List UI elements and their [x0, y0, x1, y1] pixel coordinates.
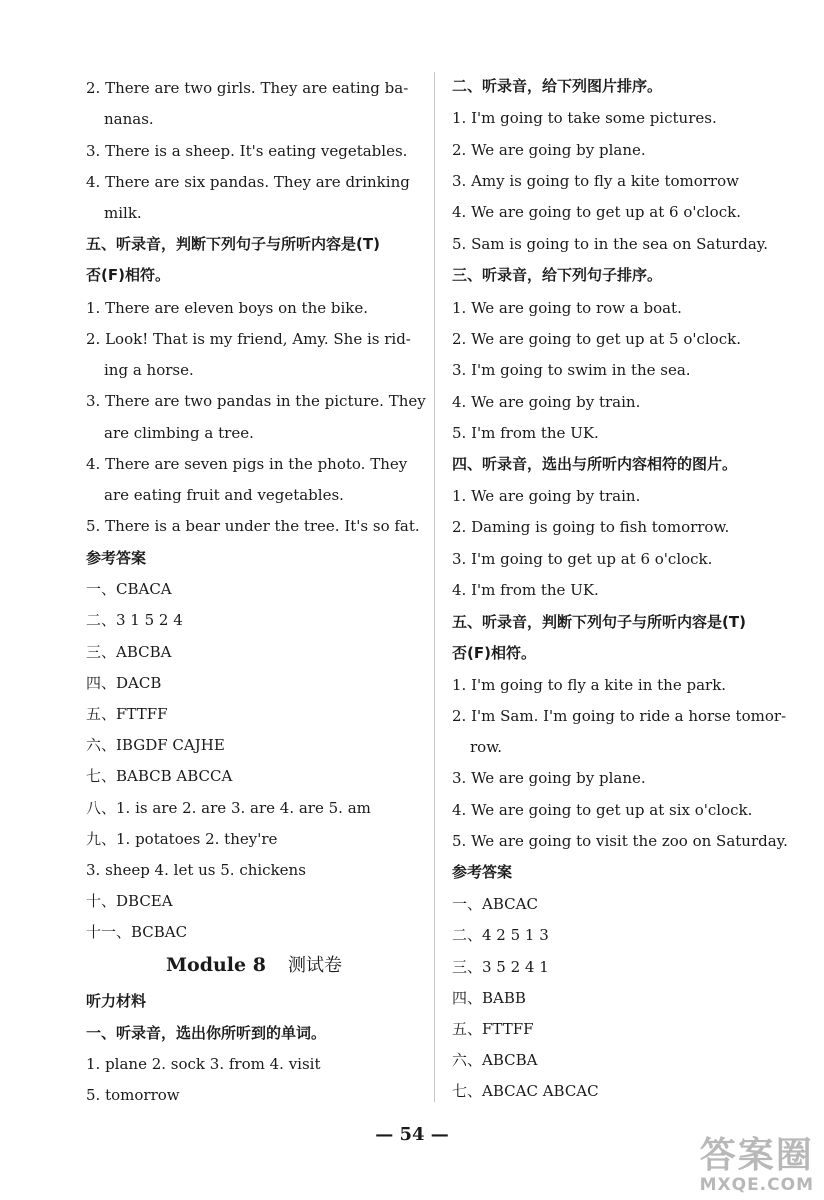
section-heading: 五、听录音，判断下列句子与所听内容是(T) — [452, 613, 746, 631]
text-line: 4. There are seven pigs in the photo. They — [86, 455, 408, 473]
module-title-cn: 测试卷 — [287, 955, 342, 976]
text-line: 2. We are going to get up at 5 o'clock. — [452, 330, 741, 348]
text-line: milk. — [104, 204, 142, 222]
watermark-url: MXQE.COM — [699, 1175, 814, 1195]
answer-line: 五、FTTFF — [86, 705, 168, 723]
text-line: 2. Daming is going to fish tomorrow. — [452, 518, 730, 536]
answer-line: 七、ABCAC ABCAC — [452, 1082, 599, 1100]
section-heading: 否(F)相符。 — [452, 644, 536, 662]
text-line: 3. There is a sheep. It's eating vegetables. — [86, 142, 408, 160]
text-line: 3. We are going by plane. — [452, 769, 646, 787]
watermark-text: 答案圈 — [699, 1135, 814, 1176]
watermark-logo — [700, 1136, 814, 1194]
text-line: 1. There are eleven boys on the bike. — [86, 299, 369, 317]
answer-line: 十一、BCBAC — [86, 923, 188, 941]
page-number: — 54 — — [375, 1124, 449, 1145]
text-line: nanas. — [104, 110, 154, 128]
answer-line: 四、BABB — [452, 989, 526, 1007]
answer-line: 一、ABCAC — [452, 895, 538, 913]
answer-line: 五、FTTFF — [452, 1020, 534, 1038]
text-line: 2. We are going by plane. — [452, 141, 646, 159]
module-title-en: Module 8 — [166, 954, 266, 976]
answer-line: 九、1. potatoes 2. they're — [86, 830, 278, 848]
text-line: 5. There is a bear under the tree. It's so fat. — [86, 517, 420, 535]
section-heading: 否(F)相符。 — [86, 266, 170, 284]
text-line: 3. Amy is going to fly a kite tomorrow — [452, 172, 739, 190]
answer-line: 四、DACB — [86, 674, 162, 692]
answer-line: 三、ABCBA — [86, 643, 172, 661]
text-line: 5. I'm from the UK. — [452, 424, 599, 442]
text-line: 2. I'm Sam. I'm going to ride a horse tomor- — [452, 707, 787, 725]
text-line: 4. There are six pandas. They are drinking — [86, 173, 410, 191]
text-line: 4. We are going to get up at six o'clock. — [452, 801, 753, 819]
text-line: ing a horse. — [104, 361, 194, 379]
section-heading: 三、听录音，给下列句子排序。 — [452, 266, 663, 284]
text-line: 1. We are going by train. — [452, 487, 641, 505]
text-line: 5. tomorrow — [86, 1086, 180, 1104]
text-line: 4. I'm from the UK. — [452, 581, 599, 599]
section-heading: 一、听录音，选出你所听到的单词。 — [86, 1024, 327, 1042]
answer-line: 八、1. is are 2. are 3. are 4. are 5. am — [86, 799, 371, 817]
answer-line: 六、ABCBA — [452, 1051, 538, 1069]
answer-line: 一、CBACA — [86, 580, 172, 598]
section-heading: 四、听录音，选出与所听内容相符的图片。 — [452, 455, 738, 473]
text-line: are climbing a tree. — [104, 424, 254, 442]
text-line: 3. I'm going to swim in the sea. — [452, 361, 691, 379]
text-line: row. — [470, 738, 503, 756]
text-line: 3. There are two pandas in the picture. They — [86, 392, 426, 410]
section-heading: 五、听录音，判断下列句子与所听内容是(T) — [86, 235, 380, 253]
text-line: are eating fruit and vegetables. — [104, 486, 344, 504]
answer-key-heading: 参考答案 — [452, 863, 513, 881]
column-divider — [434, 72, 435, 1102]
text-line: 4. We are going to get up at 6 o'clock. — [452, 203, 741, 221]
answer-line: 二、3 1 5 2 4 — [86, 611, 183, 629]
answer-line: 十、DBCEA — [86, 892, 173, 910]
answer-line: 3. sheep 4. let us 5. chickens — [86, 861, 306, 879]
text-line: 1. I'm going to fly a kite in the park. — [452, 676, 727, 694]
text-line: 1. We are going to row a boat. — [452, 299, 682, 317]
answer-line: 三、3 5 2 4 1 — [452, 958, 549, 976]
text-line: 1. plane 2. sock 3. from 4. visit — [86, 1055, 321, 1073]
text-line: 3. I'm going to get up at 6 o'clock. — [452, 550, 713, 568]
text-line: 2. There are two girls. They are eating ba- — [86, 79, 409, 97]
text-line: 5. We are going to visit the zoo on Saturday. — [452, 832, 788, 850]
text-line: 4. We are going by train. — [452, 393, 641, 411]
answer-line: 六、IBGDF CAJHE — [86, 736, 225, 754]
text-line: 5. Sam is going to in the sea on Saturday. — [452, 235, 769, 253]
answer-line: 七、BABCB ABCCA — [86, 767, 233, 785]
answer-line: 二、4 2 5 1 3 — [452, 926, 549, 944]
module-title — [166, 953, 342, 978]
section-heading: 听力材料 — [86, 992, 147, 1010]
answer-key-heading: 参考答案 — [86, 549, 147, 567]
section-heading: 二、听录音，给下列图片排序。 — [452, 77, 663, 95]
text-line: 1. I'm going to take some pictures. — [452, 109, 717, 127]
text-line: 2. Look! That is my friend, Amy. She is rid- — [86, 330, 411, 348]
